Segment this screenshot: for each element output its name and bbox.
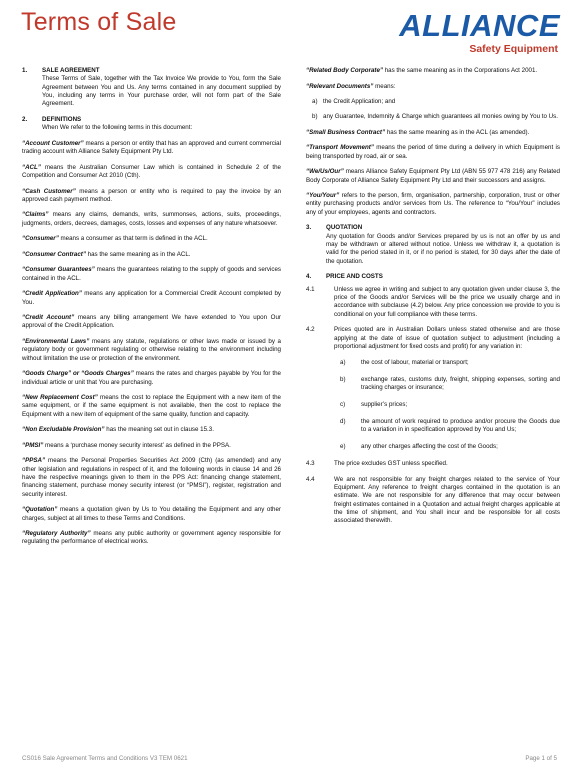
definition-item — [306, 129, 560, 137]
section-number: 1. — [22, 67, 28, 74]
clause-text: Unless we agree in writing and subject to any quotation given under clause 3, the price of the Goods and/or Services will be the price we usually charge and in accordance with subclause (4.2) below. Any price concession we provide to you is conditional on your full compliance with these terms. — [334, 285, 560, 318]
definition-term: “We/Us/Our” — [306, 168, 344, 176]
list-text: the Credit Application; and — [323, 98, 396, 106]
definition-item — [22, 370, 281, 387]
definition-text: means a person or entity who is required to pay the invoice by an approved cash payment method. — [22, 187, 281, 203]
definition-item — [306, 144, 560, 161]
list-text: any other charges affecting the cost of the Goods; — [361, 442, 498, 450]
definition-item — [22, 251, 281, 259]
definition-term: “Credit Account” — [22, 314, 75, 322]
definition-text: means any claims, demands, writs, summonses, actions, suits, proceedings, judgments, orders, decrees, damages, costs, losses and expenses of any nature whatsoever. — [22, 211, 281, 227]
definition-item — [22, 338, 281, 363]
list-text: the cost of labour, material or transport; — [361, 358, 469, 366]
definition-item — [22, 394, 281, 419]
definition-term: “Regulatory Authority” — [22, 530, 91, 538]
section-price-and-costs — [306, 273, 560, 281]
clause-number: 4.2 — [306, 326, 315, 334]
definitions-list — [22, 140, 281, 547]
alliance-logo — [395, 10, 560, 55]
definition-text: has the same meaning as in the Corporations Act 2001. — [383, 67, 538, 74]
list-text: any Guarantee, Indemnity & Charge which guarantees all monies owing by You to Us. — [323, 113, 558, 121]
definition-term: “Account Customer” — [22, 139, 84, 147]
definition-text: means the period of time during a delivery in which Equipment is being transported by road, air or sea. — [306, 144, 560, 160]
definition-term: “Cash Customer” — [22, 187, 76, 195]
list-item — [334, 359, 560, 367]
footer-page-number: Page 1 of 5 — [525, 755, 557, 762]
definition-term: “PMSI” — [22, 441, 44, 449]
definition-item — [22, 506, 281, 523]
list-label: d) — [340, 417, 346, 425]
definition-term: “Relevant Documents” — [306, 82, 374, 90]
definition-text: means the cost to replace the Equipment with a new item of the same equipment, or if the same equipment is not available, then the cost to replace the Equipment with a new item of equipment of the same quality, function and capacity. — [22, 394, 281, 418]
list-label: b) — [340, 375, 346, 383]
list-text: the amount of work required to produce and/or procure the Goods due to a variation in in specification approved by You and Us; — [361, 417, 560, 434]
definition-text: means Alliance Safety Equipment Pty Ltd (ABN 55 977 478 216) any Related Body Corporate of Alliance Safety Equipment Pty Ltd and their successors and assigns. — [306, 168, 560, 184]
clause-number: 4.4 — [306, 475, 315, 483]
list-item — [334, 418, 560, 435]
list-text: supplier’s prices; — [361, 400, 408, 408]
list-label: b) — [312, 113, 318, 121]
definition-term: “Consumer Contract” — [22, 250, 86, 258]
section-heading: DEFINITIONS — [42, 115, 82, 123]
clause-number: 4.1 — [306, 285, 315, 293]
definition-item — [22, 314, 281, 331]
definition-text: means a quotation given by Us to You detailing the Equipment and any other charges, subject at all times to these Terms and Conditions. — [22, 506, 281, 522]
definition-text: means the rates and charges payable by You for the individual article or unit that You are purchasing. — [22, 370, 281, 386]
definition-item — [306, 168, 560, 185]
clause-text: Prices quoted are in Australian Dollars unless stated otherwise and are those applying at the date of issue of quotation subject to adjustment (including a proportional adjustment for fixed costs and profit) for any variation in: — [334, 326, 560, 351]
definition-item — [306, 192, 560, 217]
definition-text: means the guarantees relating to the supply of goods and services contained in the ACL. — [22, 266, 281, 282]
definition-term: “ACL” — [22, 163, 41, 171]
definition-item — [22, 188, 281, 205]
section-body: These Terms of Sale, together with the Tax Invoice We provide to You, form the Sale Agreement between You and Us. Any terms contained in any document supplied by You, including any terms in Your purchase order, will not form part of the Sale Agreement. — [42, 75, 281, 108]
list-item — [334, 443, 560, 451]
definition-text: has the same meaning as in the ACL. — [85, 250, 191, 258]
definition-text: means a ‘purchase money security interest’ as defined in the PPSA. — [43, 441, 231, 449]
footer-document-code: CS016 Sale Agreement Terms and Conditions V3 TEM 0621 — [22, 755, 188, 762]
definition-term: “Consumer” — [22, 235, 59, 243]
definition-item — [306, 67, 560, 75]
definitions-intro: When We refer to the following terms in this document: — [42, 124, 193, 132]
definition-term: “Non Excludable Provision” — [22, 426, 105, 434]
section-heading: QUOTATION — [326, 224, 363, 232]
definition-item — [22, 530, 281, 547]
definition-item — [22, 266, 281, 283]
list-label: e) — [340, 442, 346, 450]
definition-text: refers to the person, firm, organisation, partnership, corporation, trust or other entity purchasing products and/or services from Us. The reference to “You/Your” includes any of your employees, agents and contractors. — [306, 192, 560, 216]
definition-text: means any public authority or government agency responsible for regulating the performance of electrical works. — [22, 530, 281, 546]
list-text: exchange rates, customs duty, freight, shipping expenses, sorting and tracking charges or insurance; — [361, 375, 560, 392]
section-body: Any quotation for Goods and/or Services prepared by us is not an offer by us and may be withdrawn or altered without notice. Unless we withdraw it, a quotation is valid for the period stated in it, or if no period is stated, for 30 days after the date of the quotation. — [326, 232, 560, 265]
left-column — [22, 67, 281, 554]
definition-item — [22, 164, 281, 181]
definition-term: “New Replacement Cost” — [22, 394, 98, 402]
clause-4-1 — [306, 286, 560, 319]
definition-item — [22, 457, 281, 499]
list-label: c) — [340, 400, 346, 408]
definition-text: means a person or entity that has an approved and current commercial trading account with Alliance Safety Equipment Pty Ltd. — [22, 139, 281, 156]
definition-item — [22, 211, 281, 228]
section-heading: SALE AGREEMENT — [42, 67, 100, 74]
section-number: 2. — [22, 115, 28, 123]
definition-term: “Credit Application” — [22, 290, 82, 298]
list-label: a) — [340, 358, 346, 366]
logo-subtitle: Safety Equipment — [469, 43, 558, 55]
section-quotation — [306, 224, 560, 266]
logo-wordmark: ALLIANCE — [399, 8, 560, 43]
clause-text: The price excludes GST unless specified. — [334, 459, 448, 467]
definition-item — [22, 140, 281, 157]
list-label: a) — [312, 98, 318, 106]
definition-text: means any statute, regulations or other laws made or issued by a regulatory body or government regulating or otherwise relating to the environment including without limitation the use or protection of the environment. — [22, 337, 281, 362]
section-number: 3. — [306, 224, 312, 232]
section-sale-agreement — [22, 67, 281, 109]
definition-term: “You/Your” — [306, 192, 340, 200]
clause-4-2 — [306, 326, 560, 351]
clause-4-3 — [306, 460, 560, 468]
definition-term: “Environmental Laws” — [22, 337, 90, 345]
definition-term: “Small Business Contract” — [306, 128, 386, 136]
definition-text: means any application for a Commercial Credit Account completed by You. — [22, 290, 281, 306]
clause-text: We are not responsible for any freight charges related to the service of Your Equipment. Any reference to freight charges contained in the quotation is an estimate. We are not responsible for any difference that may occur between freight estimates contained in a Quotation and actual freight charges applicable at the time of shipment, and You shall incur and be responsible for all costs associated therewith. — [334, 475, 560, 525]
list-item — [306, 113, 560, 121]
page-title: Terms of Sale — [21, 8, 177, 36]
list-item — [334, 401, 560, 409]
definition-term: “Transport Movement” — [306, 144, 374, 152]
definition-item — [22, 426, 281, 434]
definition-text: means the Personal Properties Securities Act 2009 (Cth) (as amended) and any other legislation and regulations in respect of it, and the following words in clause 14 and 26 have the respective meanings given to them in the PPS Act: financing change statement, financing statement, purchase money security interest (or “PMSI”), register, registration and security interest. — [22, 457, 281, 498]
definition-text: means a consumer as that term is defined in the ACL. — [58, 235, 208, 243]
definition-item — [22, 442, 281, 450]
clause-4-4 — [306, 476, 560, 526]
section-definitions — [22, 116, 281, 133]
definition-text: means: — [373, 82, 396, 90]
definition-text: has the same meaning as in the ACL (as amended). — [385, 128, 530, 136]
definition-text: has the meaning set out in clause 15.3. — [104, 426, 214, 434]
list-item — [306, 98, 560, 106]
definition-term: “Claims” — [22, 211, 49, 219]
section-heading: PRICE AND COSTS — [326, 273, 383, 281]
definition-item — [22, 290, 281, 307]
definition-term: “Quotation” — [22, 506, 58, 514]
section-number: 4. — [306, 273, 312, 281]
clause-4-2-items — [306, 359, 560, 451]
definition-text: means any billing arrangement We have extended to You upon Our approval of the Credit Application. — [22, 314, 281, 330]
clause-number: 4.3 — [306, 459, 315, 467]
definition-item — [22, 235, 281, 243]
definition-term: “Consumer Guarantees” — [22, 266, 95, 274]
list-item — [334, 376, 560, 393]
definition-item — [306, 83, 560, 91]
definition-text: means the Australian Consumer Law which is contained in Schedule 2 of the Competition and Consumer Act 2010 (Cth). — [22, 163, 281, 179]
definition-term: “PPSA” — [22, 457, 46, 465]
definition-term: “Related Body Corporate” — [306, 67, 384, 74]
definition-term: “Goods Charge” or “Goods Charges” — [22, 370, 134, 378]
right-column — [306, 67, 560, 533]
